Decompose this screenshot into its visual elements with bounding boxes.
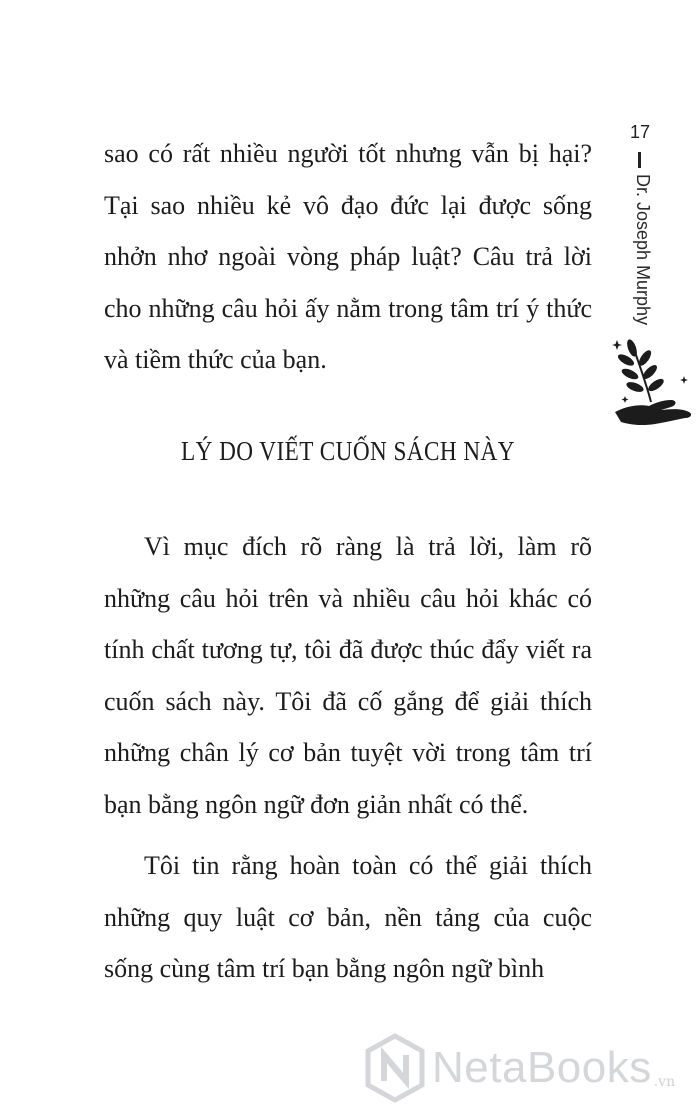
author-name: Dr. Joseph Murphy — [633, 174, 653, 326]
header-divider — [638, 152, 641, 168]
watermark-suffix: .vn — [653, 1074, 676, 1090]
watermark-brand: NetaBooks — [432, 1043, 652, 1092]
hand-holding-leaf-icon — [605, 330, 695, 434]
watermark — [364, 1028, 700, 1108]
netabooks-hexagon-logo-icon — [364, 1033, 426, 1103]
paragraph-3: Tôi tin rằng hoàn toàn có thể giải thích những quy luật cơ bản, nền tảng của cuộc sống cùng tâm trí bạn bằng ngôn ngữ bình — [104, 851, 592, 983]
paragraph-1: sao có rất nhiều người tốt nhưng vẫn bị hại? Tại sao nhiều kẻ vô đạo đức lại được sống nhởn nhơ ngoài vòng pháp luật? Câu trả lời cho những câu hỏi ấy nằm trong tâm trí ý thức và tiềm thức của bạn. — [104, 139, 592, 374]
page-number: 17 — [629, 122, 651, 142]
paragraph-2: Vì mục đích rõ ràng là trả lời, làm rõ những câu hỏi trên và nhiều câu hỏi khác có tính chất tương tự, tôi đã được thúc đẩy viết ra cuốn sách này. Tôi đã cố gắng để giải thích những chân lý cơ bản tuyệt vời trong tâm trí bạn bằng ngôn ngữ đơn giản nhất có thể. — [104, 532, 592, 819]
section-heading: LÝ DO VIẾT CUỐN SÁCH NÀY — [181, 436, 515, 466]
